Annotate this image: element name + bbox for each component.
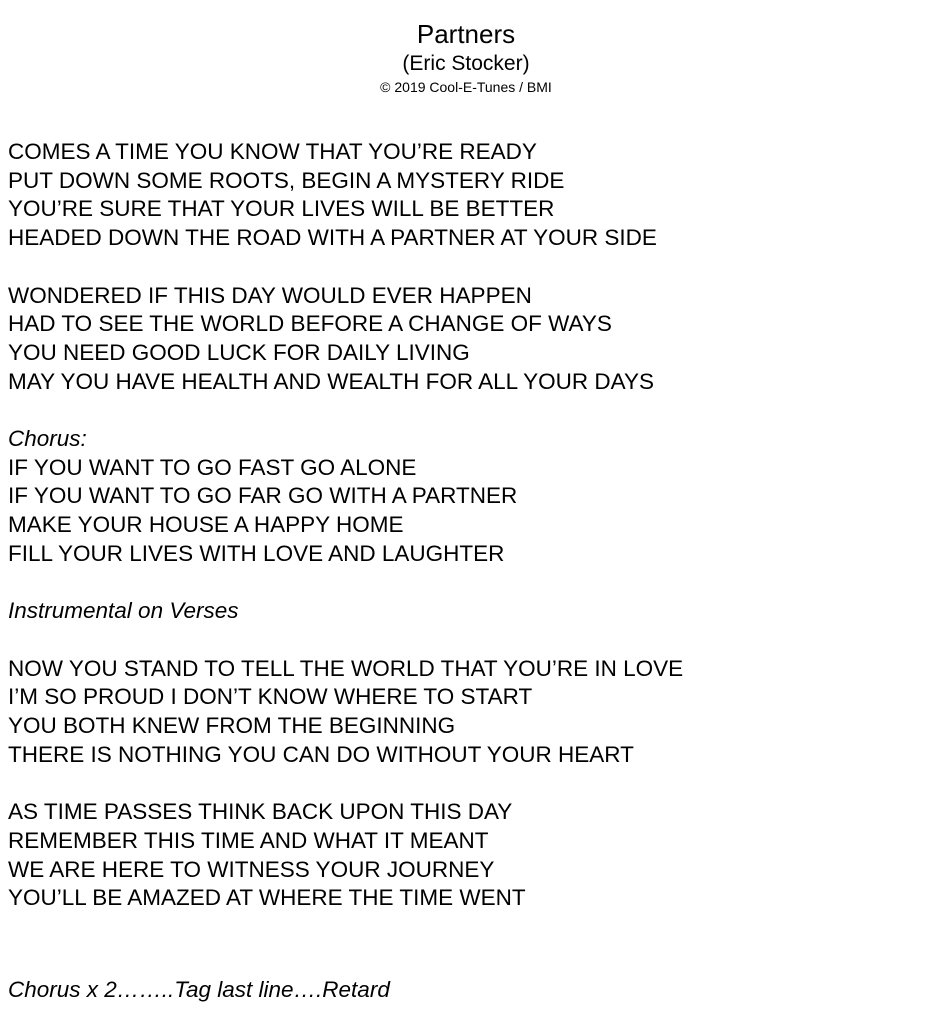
lyric-line: MAY YOU HAVE HEALTH AND WEALTH FOR ALL YOUR DAYS bbox=[8, 368, 654, 394]
song-title: Partners bbox=[416, 19, 516, 49]
copyright-notice: © 2019 Cool-E-Tunes / BMI bbox=[380, 79, 552, 95]
lyrics-body bbox=[8, 138, 924, 1005]
stanza-verse-3 bbox=[8, 655, 924, 770]
lyric-line: IF YOU WANT TO GO FAST GO ALONE bbox=[8, 454, 417, 480]
stanza-verse-4 bbox=[8, 798, 924, 913]
lyric-line: COMES A TIME YOU KNOW THAT YOU’RE READY bbox=[8, 139, 537, 164]
lyric-line: PUT DOWN SOME ROOTS, BEGIN A MYSTERY RIDE bbox=[8, 167, 565, 193]
stanza-direction-instrumental bbox=[8, 597, 924, 626]
lyric-line: YOU BOTH KNEW FROM THE BEGINNING bbox=[8, 713, 456, 738]
lyric-line: I’M SO PROUD I DON’T KNOW WHERE TO START bbox=[8, 684, 533, 710]
lyric-line: Instrumental on Verses bbox=[8, 598, 239, 624]
lyric-line: HEADED DOWN THE ROAD WITH A PARTNER AT YOUR SIDE bbox=[8, 225, 657, 251]
stanza-direction-outro bbox=[8, 976, 924, 1005]
lyric-line: NOW YOU STAND TO TELL THE WORLD THAT YOU’RE IN LOVE bbox=[8, 655, 684, 681]
lyric-line: YOU’LL BE AMAZED AT WHERE THE TIME WENT bbox=[8, 885, 526, 911]
lyric-line: HAD TO SEE THE WORLD BEFORE A CHANGE OF WAYS bbox=[8, 311, 612, 337]
song-header bbox=[8, 18, 924, 97]
chorus-label: Chorus: bbox=[8, 426, 87, 451]
lyric-line: YOU’RE SURE THAT YOUR LIVES WILL BE BETTER bbox=[8, 196, 555, 222]
stanza-verse-2 bbox=[8, 282, 924, 397]
lyric-line: REMEMBER THIS TIME AND WHAT IT MEANT bbox=[8, 827, 489, 853]
stanza-chorus bbox=[8, 425, 924, 569]
lyric-line: IF YOU WANT TO GO FAR GO WITH A PARTNER bbox=[8, 483, 518, 509]
lyric-line: YOU NEED GOOD LUCK FOR DAILY LIVING bbox=[8, 339, 470, 365]
lyric-line: Chorus x 2……..Tag last line….Retard bbox=[8, 976, 390, 1002]
lyric-line: MAKE YOUR HOUSE A HAPPY HOME bbox=[8, 512, 404, 538]
lyric-line: WONDERED IF THIS DAY WOULD EVER HAPPEN bbox=[8, 282, 532, 308]
lyric-line: WE ARE HERE TO WITNESS YOUR JOURNEY bbox=[8, 856, 495, 882]
lyric-line: THERE IS NOTHING YOU CAN DO WITHOUT YOUR HEART bbox=[8, 741, 634, 767]
lyric-line: AS TIME PASSES THINK BACK UPON THIS DAY bbox=[8, 799, 513, 825]
stanza-verse-1 bbox=[8, 138, 924, 253]
song-author: (Eric Stocker) bbox=[402, 52, 530, 75]
lyric-line: FILL YOUR LIVES WITH LOVE AND LAUGHTER bbox=[8, 540, 505, 566]
